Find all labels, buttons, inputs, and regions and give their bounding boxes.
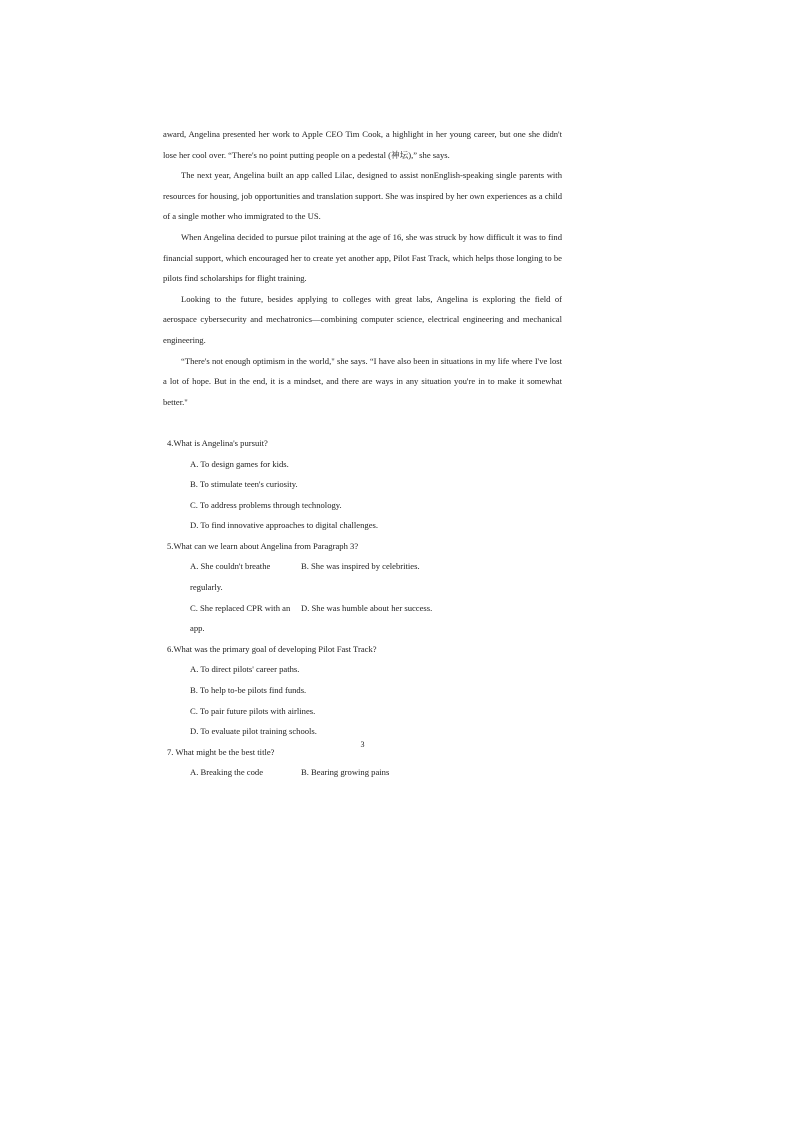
question-stem: 5.What can we learn about Angelina from Paragraph 3? xyxy=(167,540,359,551)
question-stem: 4.What is Angelina's pursuit? xyxy=(167,437,268,448)
option-row xyxy=(163,598,562,639)
question-5 xyxy=(163,536,562,639)
option-a: A. To design games for kids. xyxy=(190,458,289,469)
passage-paragraph: When Angelina decided to pursue pilot training at the age of 16, she was struck by how difficult it was to find financial support, which encouraged her to create yet another app, Pilot Fast Track, which helps those longing to be pilots find scholarships for flight training. xyxy=(163,231,562,284)
question-6 xyxy=(163,639,562,742)
question-4 xyxy=(163,433,562,536)
question-list xyxy=(163,433,562,783)
question-stem: 7. What might be the best title? xyxy=(167,746,275,757)
exam-page xyxy=(163,124,562,783)
option-row xyxy=(163,556,562,597)
option-b: B. She was inspired by celebrities. xyxy=(301,561,420,572)
option-c: C. To pair future pilots with airlines. xyxy=(190,705,316,716)
option-row xyxy=(163,762,562,783)
option-a: A. She couldn't breathe regularly. xyxy=(190,561,271,593)
reading-passage xyxy=(163,124,562,412)
option-d: D. She was humble about her success. xyxy=(301,602,433,613)
passage-paragraph: award, Angelina presented her work to Apple CEO Tim Cook, a highlight in her young career, but one she didn't lose her cool over. “There's no point putting people on a pedestal (神坛),” she says. xyxy=(163,129,562,160)
passage-paragraph: The next year, Angelina built an app called Lilac, designed to assist nonEnglish-speaking single parents with resources for housing, job opportunities and translation support. She was inspired by her own experiences as a child of a single mother who immigrated to the US. xyxy=(163,170,562,222)
option-d: D. To evaluate pilot training schools. xyxy=(190,726,317,737)
option-c: C. She replaced CPR with an app. xyxy=(190,602,291,634)
option-b: B. To stimulate teen's curiosity. xyxy=(190,479,298,490)
option-b: B. To help to-be pilots find funds. xyxy=(190,685,307,696)
option-d: D. To find innovative approaches to digital challenges. xyxy=(190,520,379,531)
passage-paragraph: Looking to the future, besides applying to colleges with great labs, Angelina is exploring the field of aerospace cybersecurity and mechatronics—combining computer science, electrical engineering and mechanical engineering. xyxy=(163,293,562,345)
option-c: C. To address problems through technology. xyxy=(190,499,342,510)
page-number: 3 xyxy=(360,740,365,749)
passage-paragraph: “There's not enough optimism in the world," she says. “I have also been in situations in my life where I've lost a lot of hope. But in the end, it is a mindset, and there are ways in any situation you're in to make it somewhat better." xyxy=(163,355,562,407)
option-a: A. Breaking the code xyxy=(190,767,264,778)
option-b: B. Bearing growing pains xyxy=(301,767,390,778)
option-a: A. To direct pilots' career paths. xyxy=(190,664,300,675)
question-stem: 6.What was the primary goal of developing Pilot Fast Track? xyxy=(167,643,377,654)
